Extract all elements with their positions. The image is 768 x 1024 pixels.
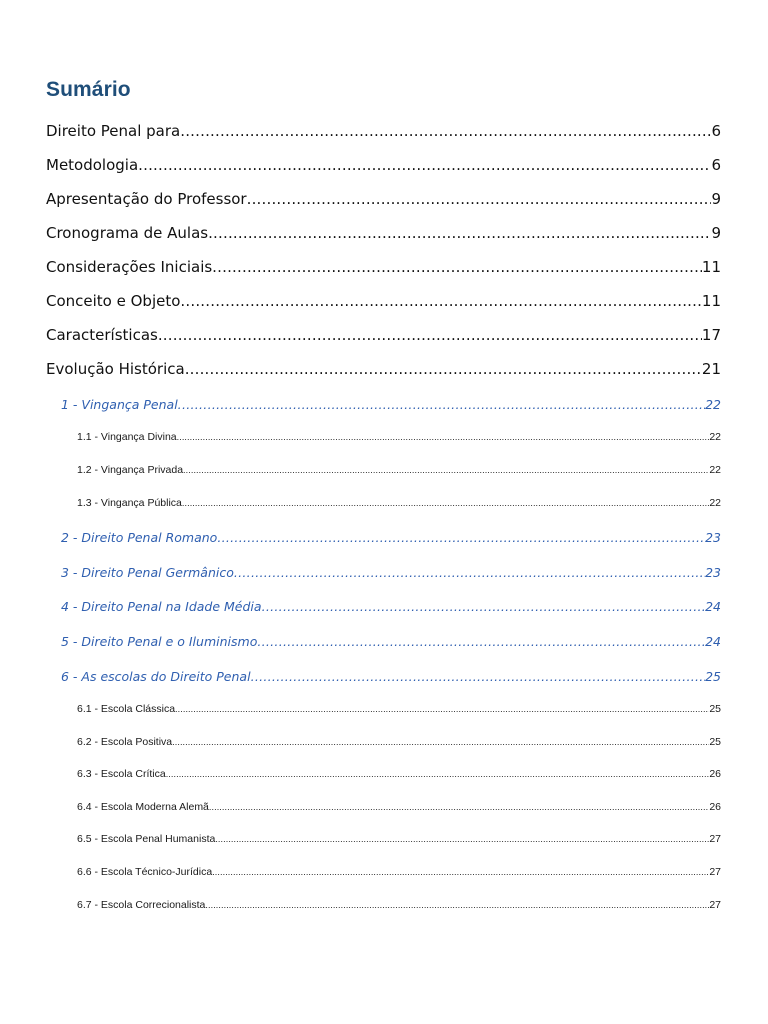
toc-page-number: 22: [709, 431, 721, 443]
toc-entry-label: 1.1 - Vingança Divina: [77, 431, 177, 443]
toc-dot-leader: [262, 599, 706, 614]
toc-page-number: 24: [705, 599, 721, 614]
toc-entry-label: 1.2 - Vingança Privada: [77, 464, 184, 476]
toc-entry-label: Direito Penal para: [46, 122, 181, 140]
toc-entry-label: 2 - Direito Penal Romano: [61, 530, 218, 545]
toc-entry[interactable]: [77, 703, 721, 715]
toc-page-number: 23: [705, 530, 721, 545]
toc-entry-label: Características: [46, 326, 158, 344]
toc-dot-leader: [175, 704, 709, 714]
toc-entry-label: Apresentação do Professor: [46, 190, 247, 208]
toc-entry[interactable]: [61, 634, 721, 649]
toc-entry[interactable]: [77, 736, 721, 748]
toc-entry[interactable]: [61, 565, 721, 580]
toc-dot-leader: [185, 360, 702, 378]
toc-page-number: 11: [701, 292, 721, 310]
toc-dot-leader: [205, 900, 709, 910]
toc-entry-label: Cronograma de Aulas: [46, 224, 209, 242]
toc-entry[interactable]: [61, 599, 721, 614]
toc-entry-label: Conceito e Objeto: [46, 292, 181, 310]
toc-entry[interactable]: [46, 224, 721, 242]
toc-entry-label: 6.3 - Escola Crítica: [77, 768, 166, 780]
toc-entry-label: 6.7 - Escola Correcionalista: [77, 899, 206, 911]
toc-entry[interactable]: [46, 190, 721, 208]
toc-entry-label: Considerações Iniciais: [46, 258, 213, 276]
toc-dot-leader: [234, 565, 705, 580]
toc-entry-label: 6.1 - Escola Clássica: [77, 703, 176, 715]
toc-page-number: 25: [709, 736, 721, 748]
toc-entry[interactable]: [77, 899, 721, 911]
toc-entry-label: 6 - As escolas do Direito Penal: [61, 669, 251, 684]
toc-page-number: 6: [711, 122, 721, 140]
toc-page-number: 21: [701, 360, 721, 378]
toc-entry-label: 6.5 - Escola Penal Humanista: [77, 833, 216, 845]
toc-dot-leader: [172, 737, 709, 747]
toc-dot-leader: [178, 397, 705, 412]
toc-entry[interactable]: [61, 669, 721, 684]
toc-dot-leader: [215, 834, 709, 844]
toc-entry[interactable]: [46, 258, 721, 276]
toc-entry[interactable]: [77, 801, 721, 813]
toc-entry[interactable]: [77, 833, 721, 845]
toc-entry-label: 4 - Direito Penal na Idade Média: [61, 599, 262, 614]
toc-page-number: 11: [701, 258, 721, 276]
toc-entry-label: 1.3 - Vingança Pública: [77, 497, 182, 509]
toc-dot-leader: [212, 258, 702, 276]
toc-dot-leader: [212, 867, 709, 877]
toc-page-number: 26: [709, 801, 721, 813]
toc-dot-leader: [138, 156, 711, 174]
toc-dot-leader: [183, 465, 709, 475]
toc-entry[interactable]: [46, 360, 721, 378]
toc-page-number: 23: [705, 565, 721, 580]
toc-page-number: 27: [709, 866, 721, 878]
toc-entry[interactable]: [46, 122, 721, 140]
toc-dot-leader: [166, 769, 710, 779]
toc-page-number: 22: [709, 497, 721, 509]
toc-page-number: 26: [709, 768, 721, 780]
toc-entry-label: 6.4 - Escola Moderna Alemã: [77, 801, 209, 813]
toc-entry[interactable]: [46, 292, 721, 310]
toc-page-number: 27: [709, 899, 721, 911]
toc-entry-label: 1 - Vingança Penal: [61, 397, 178, 412]
toc-entry-label: 6.6 - Escola Técnico-Jurídica: [77, 866, 213, 878]
toc-page-number: 25: [709, 703, 721, 715]
toc-dot-leader: [257, 634, 705, 649]
toc-entry-label: Metodologia: [46, 156, 139, 174]
toc-entry[interactable]: [77, 497, 721, 509]
toc-dot-leader: [209, 802, 709, 812]
toc-dot-leader: [251, 669, 706, 684]
toc-page-number: 9: [711, 190, 721, 208]
toc-entry-label: 6.2 - Escola Positiva: [77, 736, 173, 748]
toc-page-number: 9: [711, 224, 721, 242]
toc-title: Sumário: [46, 78, 131, 101]
toc-entry-label: 5 - Direito Penal e o Iluminismo: [61, 634, 258, 649]
toc-page-number: 24: [705, 634, 721, 649]
toc-dot-leader: [182, 498, 709, 508]
toc-dot-leader: [180, 122, 711, 140]
toc-entry[interactable]: [46, 326, 721, 344]
toc-entry-label: Evolução Histórica: [46, 360, 185, 378]
toc-dot-leader: [217, 530, 705, 545]
toc-entry[interactable]: [61, 397, 721, 412]
toc-dot-leader: [208, 224, 711, 242]
toc-entry[interactable]: [77, 431, 721, 443]
toc-page-number: 22: [709, 464, 721, 476]
toc-entry[interactable]: [61, 530, 721, 545]
toc-page-number: 17: [701, 326, 721, 344]
toc-dot-leader: [180, 292, 701, 310]
toc-entry[interactable]: [46, 156, 721, 174]
toc-dot-leader: [177, 432, 710, 442]
toc-entry-label: 3 - Direito Penal Germânico: [61, 565, 234, 580]
toc-page-number: 22: [705, 397, 721, 412]
toc-page-number: 6: [711, 156, 721, 174]
toc-entry[interactable]: [77, 866, 721, 878]
toc-page-number: 25: [705, 669, 721, 684]
toc-dot-leader: [158, 326, 702, 344]
toc-entry[interactable]: [77, 768, 721, 780]
toc-dot-leader: [247, 190, 712, 208]
toc-page-number: 27: [709, 833, 721, 845]
toc-entry[interactable]: [77, 464, 721, 476]
